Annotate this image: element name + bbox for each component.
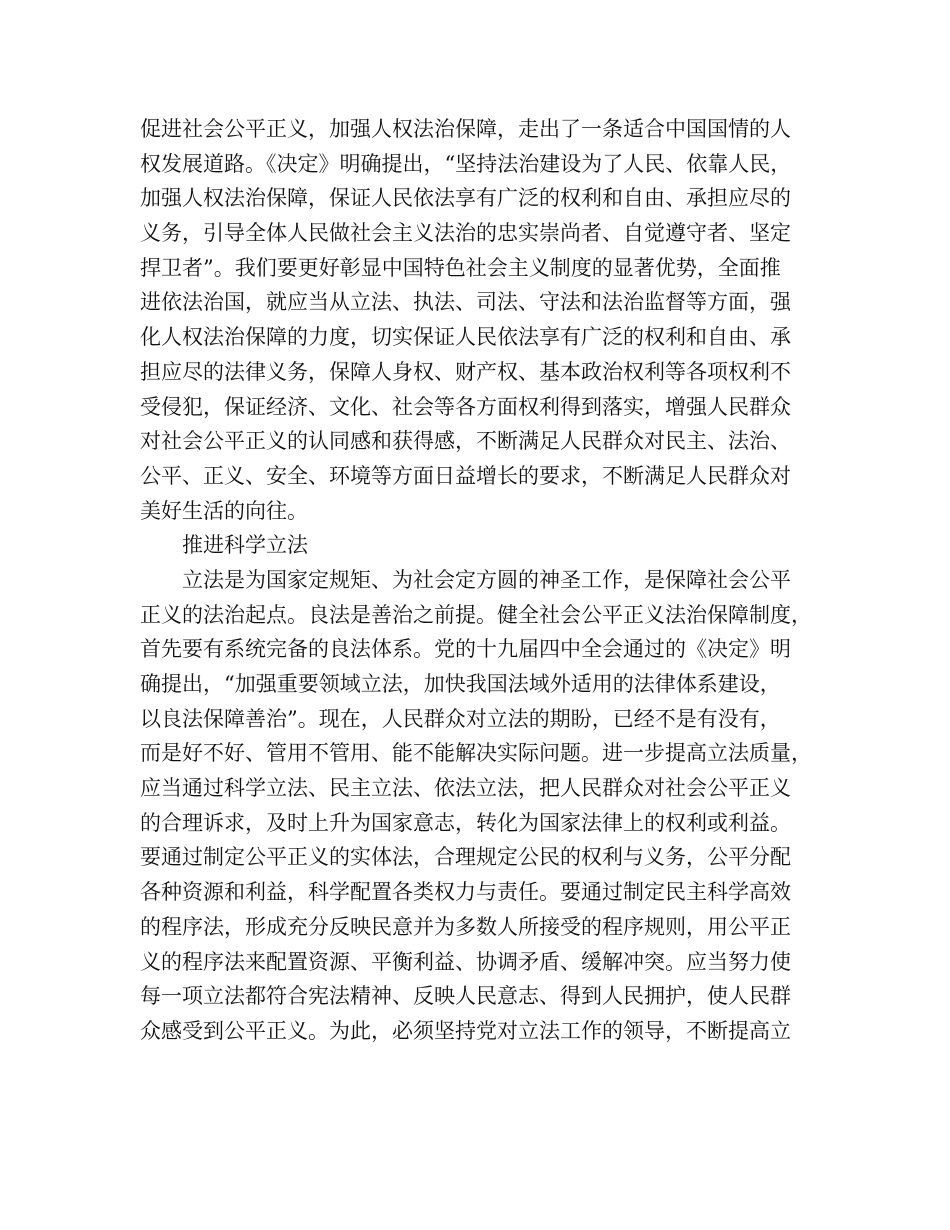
text-line: 各种资源和利益，科学配置各类权力与责任。要通过制定民主科学高效 (140, 880, 791, 905)
text-line: 确提出，“加强重要领域立法，加快我国法域外适用的法律体系建设， (140, 672, 781, 696)
text-line: 担应尽的法律义务，保障人身权、财产权、基本政治权利等各项权利不 (140, 359, 791, 384)
text-line: 而是好不好、管用不管用、能不能解决实际问题。进一步提高立法质量， (140, 741, 812, 766)
section-heading (140, 528, 820, 563)
text-line: 促进社会公平正义，加强人权法治保障，走出了一条适合中国国情的人 (140, 117, 791, 141)
text-line: 进依法治国，就应当从立法、执法、司法、守法和法治监督等方面，强 (140, 290, 791, 315)
paragraph-2 (140, 563, 820, 1049)
text-line: 公平、正义、安全、环境等方面日益增长的要求，不断满足人民群众对 (140, 463, 791, 488)
text-line: 受侵犯，保证经济、文化、社会等各方面权利得到落实，增强人民群众 (140, 394, 791, 419)
text-line: 加强人权法治保障，保证人民依法享有广泛的权利和自由、承担应尽的 (140, 186, 791, 211)
text-line: 众感受到公平正义。为此，必须坚持党对立法工作的领导，不断提高立 (140, 1018, 791, 1043)
text-line: 美好生活的向往。 (140, 498, 308, 523)
text-line: 对社会公平正义的认同感和获得感，不断满足人民群众对民主、法治、 (140, 429, 791, 454)
text-line: 要通过制定公平正义的实体法，合理规定公民的权利与义务，公平分配 (140, 845, 791, 870)
text-line: 每一项立法都符合宪法精神、反映人民意志、得到人民拥护，使人民群 (140, 984, 791, 1009)
text-line: 义的程序法来配置资源、平衡利益、协调矛盾、缓解冲突。应当努力使 (140, 949, 791, 974)
text-line: 应当通过科学立法、民主立法、依法立法，把人民群众对社会公平正义 (140, 776, 791, 801)
text-line: 正义的法治起点。良法是善治之前提。健全社会公平正义法治保障制度， (140, 602, 812, 627)
document-body (140, 112, 820, 1049)
paragraph-1 (140, 112, 820, 528)
text-line: 义务，引导全体人民做社会主义法治的忠实崇尚者、自觉遵守者、坚定 (140, 221, 791, 246)
text-line: 化人权法治保障的力度，切实保证人民依法享有广泛的权利和自由、承 (140, 325, 791, 350)
text-line: 权发展道路。《决定》明确提出，“坚持法治建设为了人民、依靠人民， (140, 151, 792, 176)
text-line: 首先要有系统完备的良法体系。党的十九届四中全会通过的《决定》明 (140, 637, 791, 662)
heading-text: 推进科学立法 (182, 533, 308, 558)
text-line: 立法是为国家定规矩、为社会定方圆的神圣工作，是保障社会公平 (182, 567, 791, 592)
text-line: 的合理诉求，及时上升为国家意志，转化为国家法律上的权利或利益。 (140, 810, 791, 835)
text-line: 以良法保障善治”。现在，人民群众对立法的期盼，已经不是有没有， (140, 706, 781, 731)
text-line: 的程序法，形成充分反映民意并为多数人所接受的程序规则，用公平正 (140, 914, 791, 939)
text-line: 捍卫者”。我们要更好彰显中国特色社会主义制度的显著优势，全面推 (140, 255, 781, 280)
